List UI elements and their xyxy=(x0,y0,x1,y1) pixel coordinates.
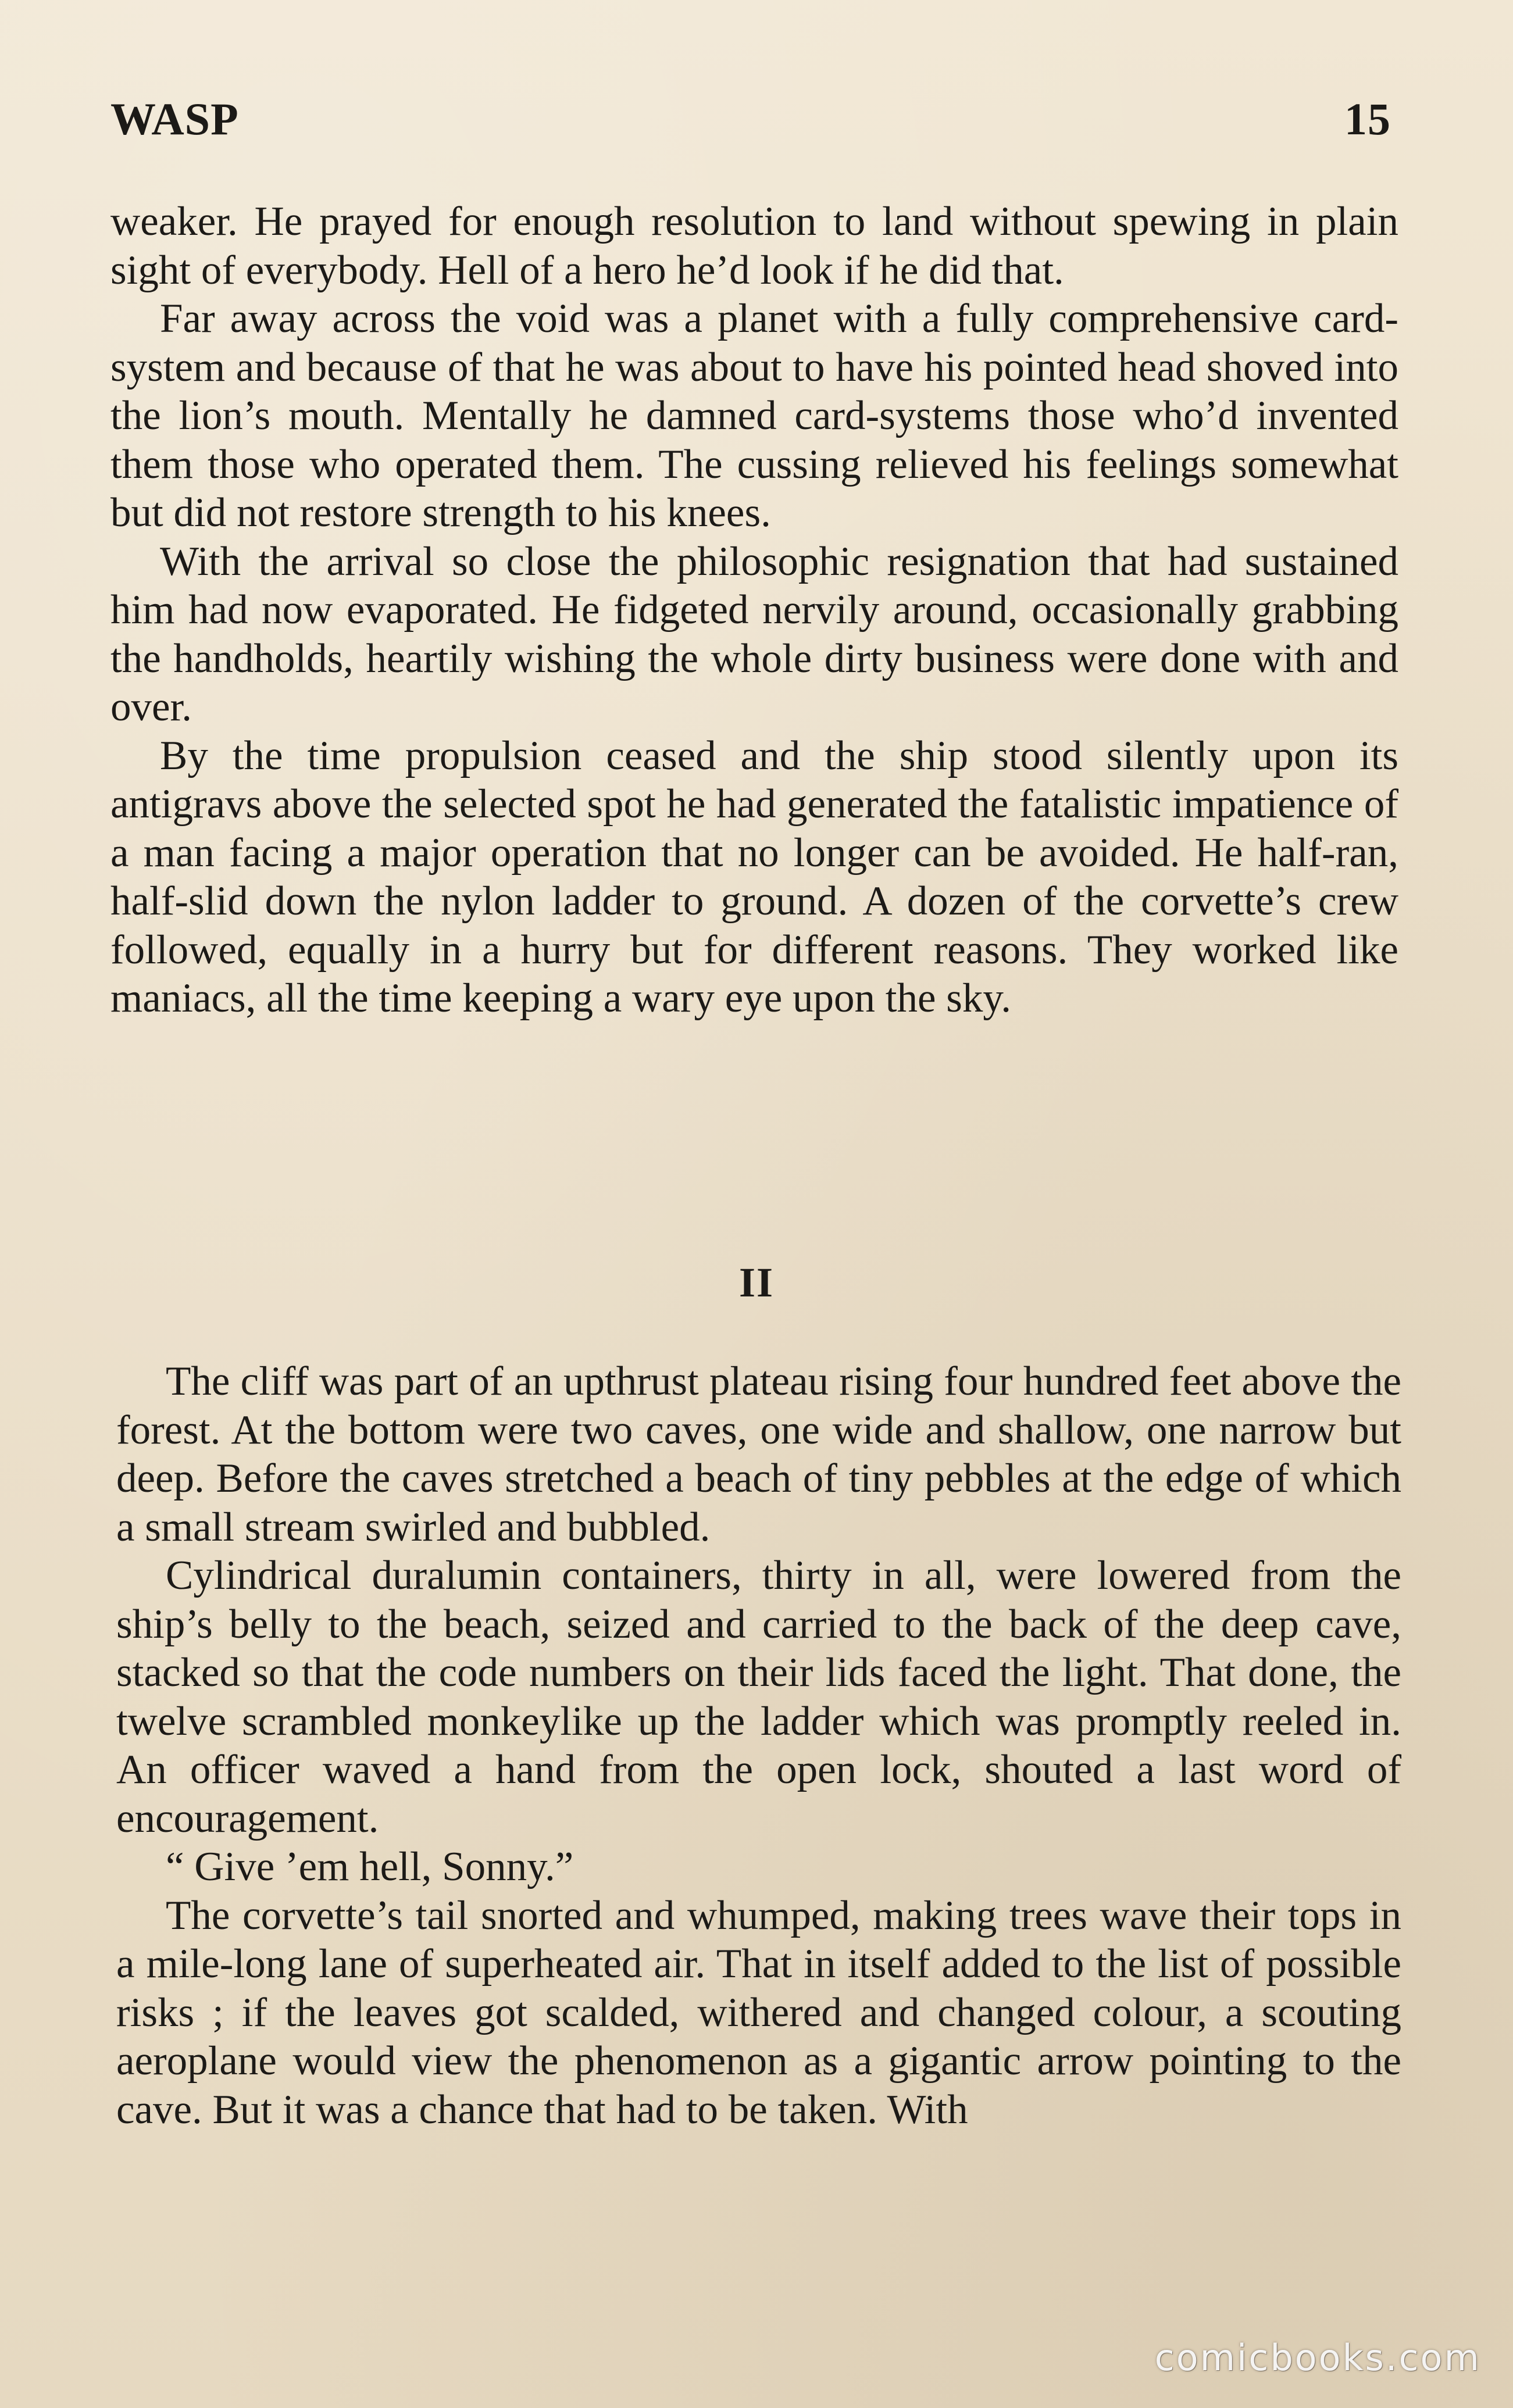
page-header xyxy=(110,93,1391,157)
running-title: WASP xyxy=(110,94,239,144)
text-block-before-section xyxy=(110,198,1398,1023)
text-block-section-ii xyxy=(116,1357,1401,2134)
paragraph: weaker. He prayed for enough resolution to land without spewing in plain sight of everybody. Hell of a hero he’d look if he did that. xyxy=(110,199,1398,293)
paragraph: With the arrival so close the philosophic resignation that had sustained him had now evaporated. He fidgeted nervily around, occasionally grabbing the handholds, heartily wishing the whole dirty business were done with and over. xyxy=(110,538,1398,730)
paragraph: The cliff was part of an upthrust plateau rising four hundred feet above the forest. At the bottom were two caves, one wide and shallow, one narrow but deep. Before the caves stretched a beach of tiny pebbles at the edge of which a small stream swirled and bubbled. xyxy=(116,1359,1401,1550)
paragraph: Far away across the void was a planet with a fully comprehensive card-system and because of that he was about to have his pointed head shoved into the lion’s mouth. Mentally he damned card-systems those who’d invented them those who operated them. The cussing relieved his feelings somewhat but did not restore strength to his knees. xyxy=(110,296,1398,535)
section-heading: II xyxy=(738,1259,775,1306)
paragraph: “ Give ’em hell, Sonny.” xyxy=(166,1844,574,1889)
watermark: comicbooks.com xyxy=(1154,2336,1481,2379)
paragraph: The corvette’s tail snorted and whumped, making trees wave their tops in a mile-long lane of superheated air. That in itself added to the list of possible risks ; if the leaves got scalded, withered and changed colour, a scouting aeroplane would view the phenomenon as a gigantic arrow pointing to the cave. But it was a chance that had to be taken. With xyxy=(116,1892,1401,2132)
page-number: 15 xyxy=(1344,94,1391,144)
paragraph: By the time propulsion ceased and the ship stood silently upon its antigravs above the selected spot he had generated the fatalistic impatience of a man facing a major operation that no longer can be avoided. He half-ran, half-slid down the nylon ladder to ground. A dozen of the corvette’s crew followed, equally in a hurry but for different reasons. They worked like maniacs, all the time keeping a wary eye upon the sky. xyxy=(110,733,1398,1021)
paragraph: Cylindrical duralumin containers, thirty in all, were lowered from the ship’s belly to the beach, seized and carried to the back of the deep cave, stacked so that the code numbers on their lids faced the light. That done, the twelve scrambled monkeylike up the ladder which was promptly reeled in. An officer waved a hand from the open lock, shouted a last word of encouragement. xyxy=(116,1553,1401,1841)
